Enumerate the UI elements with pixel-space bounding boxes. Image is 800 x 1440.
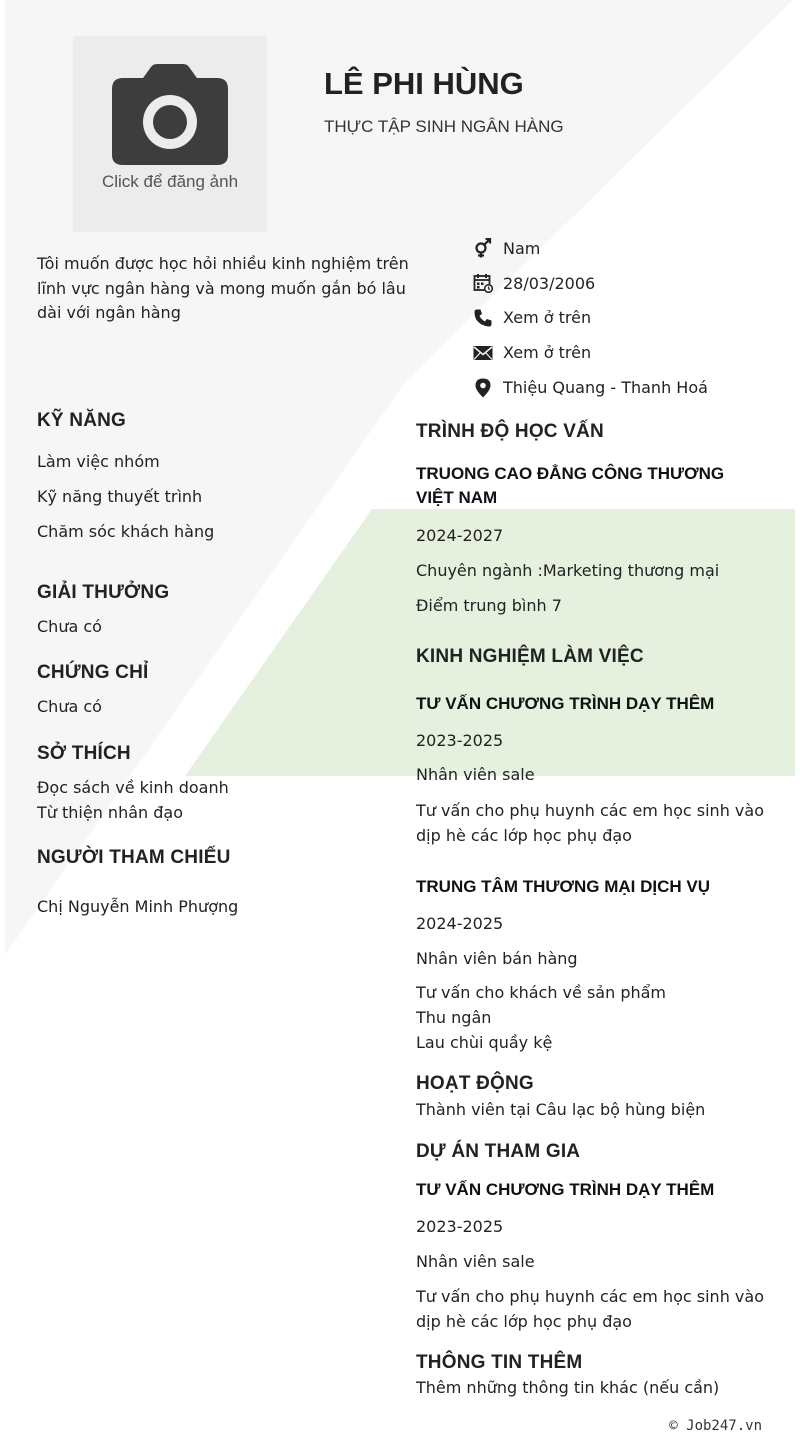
job-description: Lau chùi quầy kệ: [416, 1033, 553, 1052]
project-role: Nhân viên sale: [416, 1252, 535, 1271]
activities-text: Thành viên tại Câu lạc bộ hùng biện: [416, 1100, 706, 1119]
education-period: 2024-2027: [416, 526, 504, 545]
dob-value: 28/03/2006: [503, 273, 596, 293]
job-description: Tư vấn cho khách về sản phẩm: [416, 983, 666, 1002]
gender-value: Nam: [503, 238, 541, 258]
reference-text: Chị Nguyễn Minh Phượng: [37, 897, 239, 916]
project-description: Tư vấn cho phụ huynh các em học sinh vào dịp hè các lớp học phụ đạo: [416, 1287, 764, 1331]
hobbies-heading: SỞ THÍCH: [37, 743, 131, 764]
job-position: Nhân viên bán hàng: [416, 949, 578, 968]
projects-heading: DỰ ÁN THAM GIA: [416, 1141, 581, 1162]
location-pin-icon: [472, 377, 494, 399]
education-major: Chuyên ngành :Marketing thương mại: [416, 561, 720, 580]
awards-heading: GIẢI THƯỞNG: [37, 582, 170, 603]
references-heading: NGƯỜI THAM CHIẾU: [37, 847, 231, 868]
footer-credit: © Job247.vn: [669, 1418, 762, 1434]
contact-info: [472, 231, 708, 405]
project-period: 2023-2025: [416, 1217, 504, 1236]
email-value: Xem ở trên: [503, 343, 592, 363]
extra-info-text: Thêm những thông tin khác (nếu cần): [416, 1378, 720, 1397]
contact-address: [472, 370, 708, 405]
job-company: TRUNG TÂM THƯƠNG MẠI DỊCH VỤ: [416, 877, 710, 896]
job-period: 2023-2025: [416, 731, 504, 750]
activities-heading: HOẠT ĐỘNG: [416, 1073, 534, 1094]
skill-item: Làm việc nhóm: [37, 452, 160, 471]
job-position: Nhân viên sale: [416, 765, 535, 784]
contact-email: [472, 335, 708, 370]
photo-upload[interactable]: [73, 36, 267, 232]
calendar-icon: [472, 272, 494, 294]
contact-phone: [472, 301, 708, 336]
candidate-name: LÊ PHI HÙNG: [324, 66, 524, 101]
school-name: TRUONG CAO ĐẲNG CÔNG THƯƠNG VIỆT NAM: [416, 464, 725, 507]
photo-upload-label: Click để đăng ảnh: [101, 172, 239, 191]
skill-item: Kỹ năng thuyết trình: [37, 487, 203, 506]
hobby-item: Từ thiện nhân đạo: [37, 803, 183, 822]
contact-dob: [472, 266, 708, 301]
gender-icon: [472, 237, 494, 259]
hobby-item: Đọc sách về kinh doanh: [37, 778, 229, 797]
career-objective: Tôi muốn được học hỏi nhiều kinh nghiệm trên lĩnh vực ngân hàng và mong muốn gắn bó lâu dài với ngân hàng: [37, 254, 409, 322]
education-gpa: Điểm trung bình 7: [416, 596, 562, 615]
phone-icon: [472, 307, 494, 329]
extra-info-heading: THÔNG TIN THÊM: [416, 1352, 583, 1373]
job-description: Thu ngân: [416, 1008, 492, 1027]
envelope-icon: [472, 342, 494, 364]
address-value: Thiệu Quang - Thanh Hoá: [503, 378, 708, 398]
job-company: TƯ VẤN CHƯƠNG TRÌNH DẠY THÊM: [416, 694, 715, 713]
job-description: Tư vấn cho phụ huynh các em học sinh vào dịp hè các lớp học phụ đạo: [416, 801, 764, 845]
job-title: THỰC TẬP SINH NGÂN HÀNG: [324, 117, 564, 136]
job-period: 2024-2025: [416, 914, 504, 933]
education-heading: TRÌNH ĐỘ HỌC VẤN: [416, 421, 604, 442]
phone-value: Xem ở trên: [503, 308, 592, 328]
certificates-heading: CHỨNG CHỈ: [37, 662, 149, 683]
project-name: TƯ VẤN CHƯƠNG TRÌNH DẠY THÊM: [416, 1180, 715, 1199]
skills-heading: KỸ NĂNG: [37, 410, 127, 431]
certificates-text: Chưa có: [37, 697, 102, 716]
awards-text: Chưa có: [37, 617, 102, 636]
experience-heading: KINH NGHIỆM LÀM VIỆC: [416, 646, 644, 667]
skill-item: Chăm sóc khách hàng: [37, 522, 215, 541]
camera-icon: [111, 64, 229, 166]
contact-gender: [472, 231, 708, 266]
